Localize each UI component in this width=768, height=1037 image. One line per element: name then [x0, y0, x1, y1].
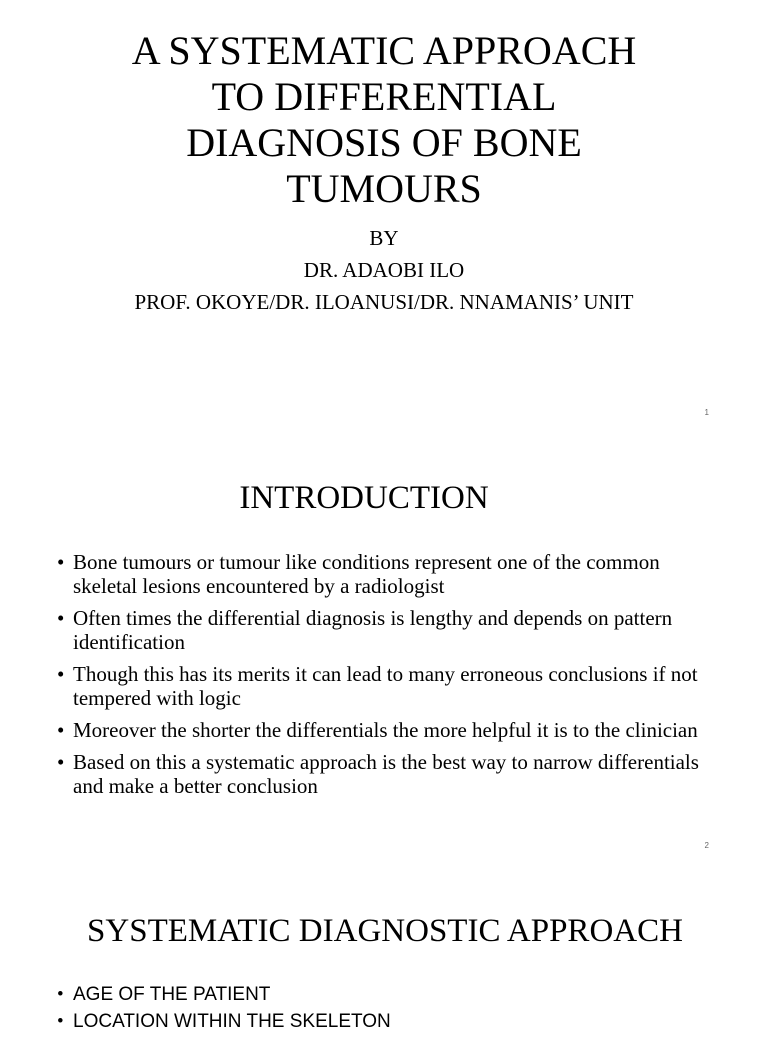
bullet-text: LOCATION WITHIN THE SKELETON — [73, 1011, 391, 1032]
bullet-text: Based on this a systematic approach is the best way to narrow differentials and make a better conclusion — [73, 750, 699, 798]
author-name: DR. ADAOBI ILO — [303, 258, 465, 282]
bullet-marker: • — [57, 984, 64, 1005]
title-line: DIAGNOSIS OF BONE — [186, 120, 582, 165]
list-item — [0, 662, 768, 710]
slide-heading: SYSTEMATIC DIAGNOSTIC APPROACH — [87, 913, 683, 949]
slide-heading: INTRODUCTION — [239, 480, 489, 516]
bullet-marker: • — [57, 662, 65, 686]
page-number: 1 — [704, 408, 709, 417]
slide-title — [0, 28, 768, 318]
slide-systematic-approach — [0, 911, 768, 1037]
bullet-text: Bone tumours or tumour like conditions represent one of the common skeletal lesions encountered by a radiologist — [73, 550, 660, 598]
page-number: 2 — [704, 841, 709, 850]
list-item — [0, 983, 768, 1007]
list-item — [0, 606, 768, 654]
bullet-text: Often times the differential diagnosis is lengthy and depends on pattern identification — [73, 606, 673, 654]
bullet-marker: • — [57, 1011, 64, 1032]
title-line: TUMOURS — [286, 166, 482, 211]
bullet-text: AGE OF THE PATIENT — [73, 984, 271, 1005]
list-item — [0, 750, 768, 798]
presentation-title — [0, 28, 768, 212]
unit-name: PROF. OKOYE/DR. ILOANUSI/DR. NNAMANIS’ UNIT — [134, 290, 634, 314]
list-item — [0, 550, 768, 598]
bullet-marker: • — [57, 606, 65, 630]
list-item — [0, 718, 768, 742]
slide-introduction — [0, 478, 768, 806]
list-item — [0, 1010, 768, 1034]
bullet-text: Moreover the shorter the differentials the more helpful it is to the clinician — [73, 718, 698, 742]
bullet-list — [0, 550, 768, 798]
bullet-text: Though this has its merits it can lead to many erroneous conclusions if not tempered with logic — [73, 662, 698, 710]
bullet-marker: • — [57, 718, 65, 742]
bullet-marker: • — [57, 750, 65, 774]
title-line: A SYSTEMATIC APPROACH — [131, 28, 637, 73]
bullet-list — [0, 983, 768, 1034]
bullet-marker: • — [57, 550, 65, 574]
by-label: BY — [369, 226, 399, 250]
title-line: TO DIFFERENTIAL — [211, 74, 557, 119]
